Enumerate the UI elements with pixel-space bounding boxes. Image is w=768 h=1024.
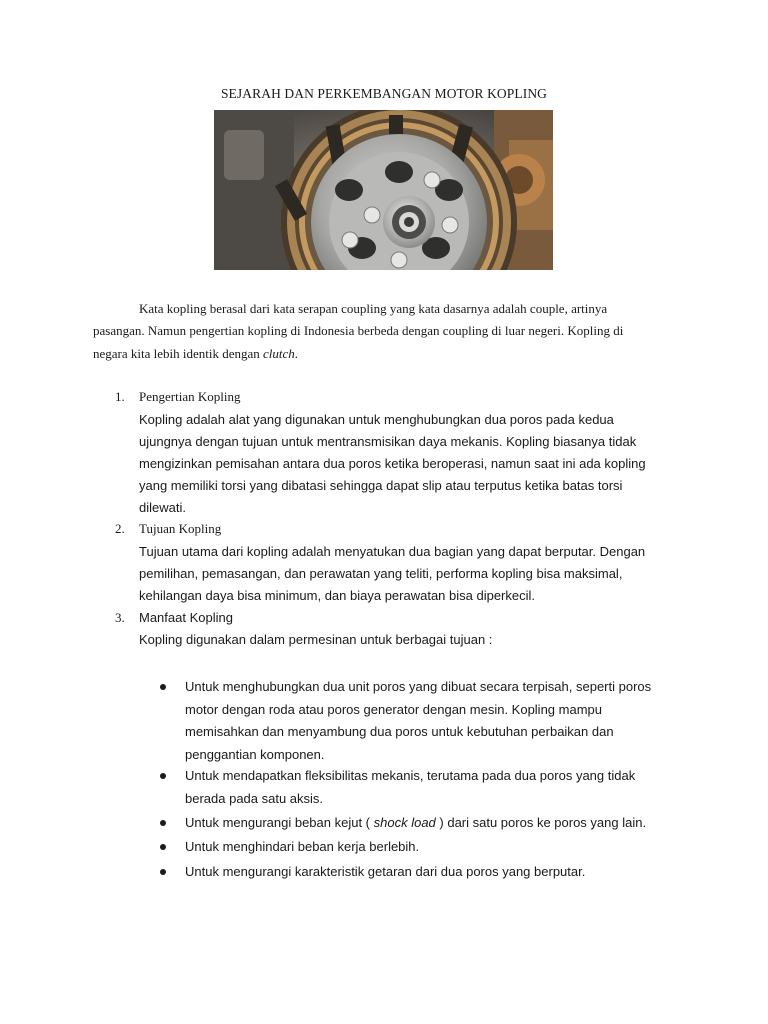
- list-number: 1.: [115, 389, 125, 404]
- list-number: 2.: [115, 521, 125, 536]
- bullet-icon: [160, 773, 166, 779]
- list-item: Untuk menghubungkan dua unit poros yang dibuat secara terpisah, seperti poros motor dengan roda atau poros generator dengan mesin. Kopling mampu memisahkan dan menyambung dua poros untuk kebutuhan perbaikan dan penggantian komponen.: [185, 679, 652, 762]
- section-heading: Pengertian Kopling: [139, 389, 241, 404]
- intro-line: Kata kopling berasal dari kata serapan coupling yang kata dasarnya adalah couple, artinya: [139, 301, 608, 316]
- intro-line: pasangan. Namun pengertian kopling di Indonesia berbeda dengan coupling di luar negeri. Kopling di: [93, 323, 624, 339]
- section-heading: Tujuan Kopling: [139, 521, 222, 536]
- bullet-icon: [160, 844, 166, 850]
- section-paragraph: Kopling digunakan dalam permesinan untuk berbagai tujuan :: [139, 632, 493, 647]
- section-paragraph: Kopling adalah alat yang digunakan untuk menghubungkan dua poros pada kedua ujungnya dengan tujuan untuk mentransmisikan daya mekanis. Kopling biasanya tidak mengizinkan pemisahan antara dua poros ketika beroperasi, namun saat ini ada kopling yang memiliki torsi yang dibatasi sehingga dapat slip atau terputus ketika batas torsi dilewati.: [139, 412, 646, 515]
- intro-line: negara kita lebih identik dengan clutch.: [93, 345, 299, 361]
- page-title: SEJARAH DAN PERKEMBANGAN MOTOR KOPLING: [220, 86, 548, 101]
- bullet-icon: [160, 869, 166, 875]
- list-item: Untuk mengurangi beban kejut ( shock load ) dari satu poros ke poros yang lain.: [185, 815, 647, 830]
- list-item: Untuk mendapatkan fleksibilitas mekanis, terutama pada dua poros yang tidak berada pada satu aksis.: [185, 768, 636, 806]
- bullet-icon: [160, 684, 166, 690]
- section-paragraph: Tujuan utama dari kopling adalah menyatukan dua bagian yang dapat berputar. Dengan pemilihan, pemasangan, dan perawatan yang teliti, performa kopling bisa maksimal, kehilangan daya bisa minimum, dan biaya perawatan bisa diperkecil.: [139, 544, 646, 603]
- bullet-icon: [160, 820, 166, 826]
- list-item: Untuk menghindari beban kerja berlebih.: [185, 839, 420, 854]
- section-heading: Manfaat Kopling: [139, 610, 233, 625]
- list-item: Untuk mengurangi karakteristik getaran dari dua poros yang berputar.: [185, 864, 586, 879]
- clutch-photo: [214, 110, 553, 270]
- list-number: 3.: [115, 610, 125, 625]
- clutch-assembly-image: [214, 110, 553, 270]
- intro-paragraph: [93, 298, 653, 365]
